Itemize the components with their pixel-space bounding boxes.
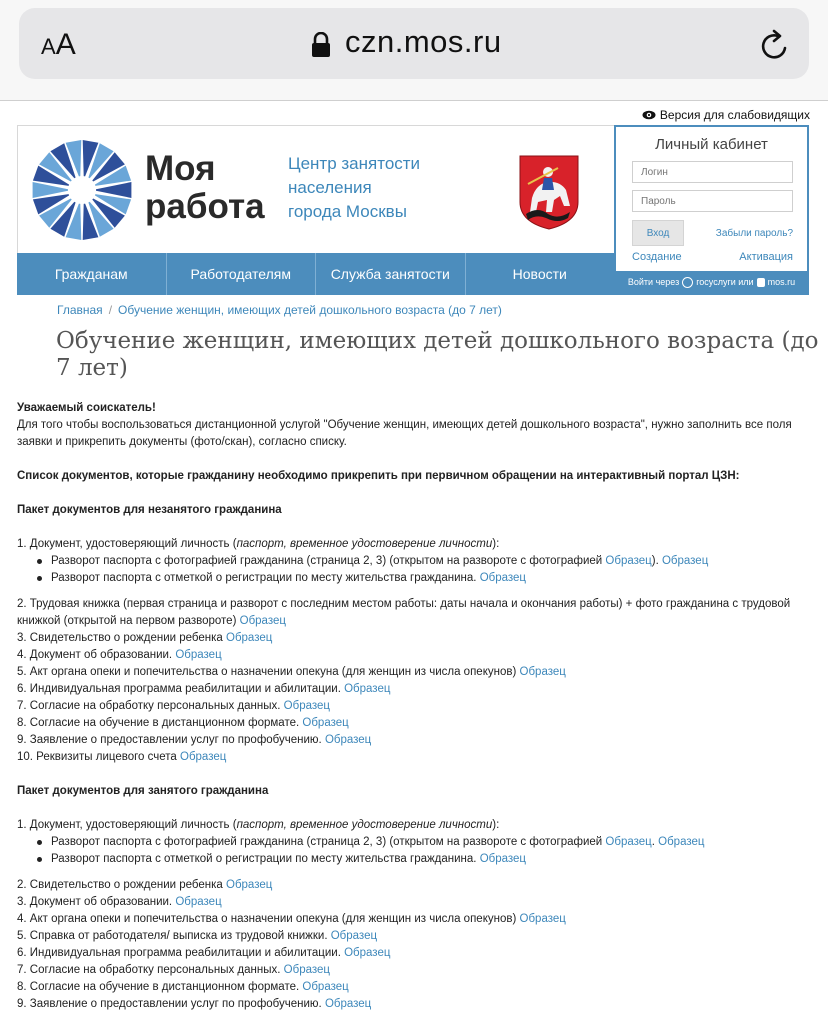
moscow-coat-of-arms-icon (518, 154, 580, 230)
breadcrumb-current[interactable]: Обучение женщин, имеющих детей дошкольного возраста (до 7 лет) (118, 303, 502, 317)
sample-link[interactable]: Образец (479, 853, 527, 865)
documents-list-heading: Список документов, которые гражданину необходимо прикрепить при первичном обращении на интерактивный портал ЦЗН: (17, 470, 740, 482)
list-item: 2. Трудовая книжка (первая страница и разворот с последним местом работы: даты начала и окончания работы) + фото гражданина с трудовой книжкой (открытой на первом развороте) Образец (17, 598, 791, 627)
unemployed-package-heading: Пакет документов для незанятого гражданина (17, 504, 282, 516)
list-item: 7. Согласие на обработку персональных данных. Образец (17, 964, 330, 976)
sample-link[interactable]: Образец (658, 836, 705, 848)
login-input[interactable] (632, 161, 793, 183)
sample-link[interactable]: Образец (519, 913, 566, 925)
sample-link[interactable]: Образец (605, 555, 652, 567)
sample-link[interactable]: Образец (344, 947, 391, 959)
sample-link[interactable]: Образец (226, 632, 273, 644)
browser-toolbar (0, 0, 828, 101)
nav-employers[interactable]: Работодателям (167, 253, 317, 295)
employed-passport-list (17, 834, 817, 868)
gosuslugi-icon[interactable] (682, 277, 693, 288)
main-content (17, 400, 817, 1013)
list-item: 8. Согласие на обучение в дистанционном формате. Образец (17, 717, 349, 729)
sample-link[interactable]: Образец (661, 555, 709, 567)
greeting: Уважаемый соискатель! (17, 402, 156, 414)
list-item: 7. Согласие на обработку персональных данных. Образец (17, 700, 330, 712)
sample-link[interactable]: Образец (175, 649, 222, 661)
sample-link[interactable]: Образец (175, 896, 222, 908)
sample-link[interactable]: Образец (226, 879, 273, 891)
login-button[interactable]: Вход (632, 220, 684, 246)
breadcrumb-home[interactable]: Главная (57, 303, 103, 317)
lock-icon (311, 32, 331, 58)
list-item: 5. Справка от работодателя/ выписка из трудовой книжки. Образец (17, 930, 378, 942)
sample-link[interactable]: Образец (344, 683, 391, 695)
sample-link[interactable]: Образец (605, 836, 652, 848)
main-nav (17, 253, 614, 295)
create-account-link[interactable]: Создание (632, 251, 682, 263)
list-item: 9. Заявление о предоставлении услуг по профобучению. Образец (17, 734, 372, 746)
page-title: Обучение женщин, имеющих детей дошкольного возраста (до 7 лет) (56, 328, 819, 381)
nav-news[interactable]: Новости (512, 266, 567, 282)
eye-icon (642, 110, 656, 120)
intro-text: Для того чтобы воспользоваться дистанционной услугой "Обучение женщин, имеющих детей дошкольного возраста", нужно заполнить все поля заявки и прикрепить документы (фото/скан), согласно списку. (17, 419, 792, 448)
url-text[interactable]: czn.mos.ru (345, 24, 502, 59)
sample-link[interactable]: Образец (283, 700, 330, 712)
list-item: 10. Реквизиты лицевого счета Образец (17, 751, 227, 763)
list-item: 6. Индивидуальная программа реабилитации и абилитации. Образец (17, 947, 391, 959)
cabinet-login-via: Войти через госуслуги или mos.ru (616, 271, 807, 293)
low-vision-link[interactable] (642, 108, 810, 122)
sample-link[interactable]: Образец (302, 981, 349, 993)
list-item: 5. Акт органа опеки и попечительства о назначении опекуна (для женщин из числа опекунов) Образец (17, 666, 566, 678)
list-item: Разворот паспорта с фотографией гражданина (страница 2, 3) (открытом на развороте с фотографией Образец. Образец (51, 834, 817, 851)
brand-name[interactable]: Моя работа (145, 149, 265, 226)
sample-link[interactable]: Образец (519, 666, 566, 678)
unemployed-passport-list (17, 553, 817, 587)
address-bar[interactable] (19, 8, 809, 79)
sample-link[interactable]: Образец (302, 717, 349, 729)
list-item: 4. Документ об образовании. Образец (17, 649, 222, 661)
list-item: 2. Свидетельство о рождении ребенка Образец (17, 879, 273, 891)
sample-link[interactable]: Образец (324, 734, 372, 746)
sample-link[interactable]: Образец (479, 572, 527, 584)
list-item: Разворот паспорта с фотографией гражданина (страница 2, 3) (открытом на развороте с фотографией Образец). Образец (51, 553, 817, 570)
sample-link[interactable]: Образец (330, 930, 378, 942)
breadcrumb: Главная / Обучение женщин, имеющих детей дошкольного возраста (до 7 лет) (57, 303, 502, 317)
sample-link[interactable]: Образец (239, 615, 286, 627)
personal-cabinet-panel (614, 125, 809, 295)
nav-citizens[interactable]: Гражданам (17, 253, 167, 295)
password-input[interactable] (632, 190, 793, 212)
low-vision-label: Версия для слабовидящих (659, 108, 810, 122)
reload-icon[interactable] (757, 28, 793, 64)
employed-package-heading: Пакет документов для занятого гражданина (17, 785, 269, 797)
unemployed-item-1: 1. Документ, удостоверяющий личность (паспорт, временное удостоверение личности): (17, 538, 500, 550)
cabinet-title: Личный кабинет (655, 136, 768, 153)
list-item: Разворот паспорта с отметкой о регистрации по месту жительства гражданина. Образец (51, 851, 817, 868)
sample-link[interactable]: Образец (324, 998, 372, 1010)
site-header (17, 125, 615, 255)
list-item: 8. Согласие на обучение в дистанционном формате. Образец (17, 981, 349, 993)
employed-item-1: 1. Документ, удостоверяющий личность (паспорт, временное удостоверение личности): (17, 819, 500, 831)
list-item: 3. Документ об образовании. Образец (17, 896, 222, 908)
activate-account-link[interactable]: Активация (739, 251, 793, 263)
forgot-password-link[interactable]: Забыли пароль? (715, 228, 793, 239)
gosuslugi-link[interactable]: госуслуги или (696, 277, 754, 287)
mos-ru-icon[interactable] (757, 278, 765, 287)
list-item: 4. Акт органа опеки и попечительства о назначении опекуна (для женщин из числа опекунов) Образец (17, 913, 566, 925)
mos-ru-link[interactable]: mos.ru (767, 277, 796, 287)
list-item: 6. Индивидуальная программа реабилитации и абилитации. Образец (17, 683, 391, 695)
list-item: Разворот паспорта с отметкой о регистрации по месту жительства гражданина. Образец (51, 570, 817, 587)
czn-title[interactable]: Центр занятости населения города Москвы (288, 154, 421, 221)
text-size-button[interactable]: AA (41, 28, 76, 61)
moya-rabota-logo-icon[interactable] (28, 136, 136, 244)
list-item: 3. Свидетельство о рождении ребенка Образец (17, 632, 273, 644)
nav-employment-service[interactable]: Служба занятости (316, 253, 466, 295)
sample-link[interactable]: Образец (180, 751, 227, 763)
list-item: 9. Заявление о предоставлении услуг по профобучению. Образец (17, 998, 372, 1010)
sample-link[interactable]: Образец (283, 964, 330, 976)
